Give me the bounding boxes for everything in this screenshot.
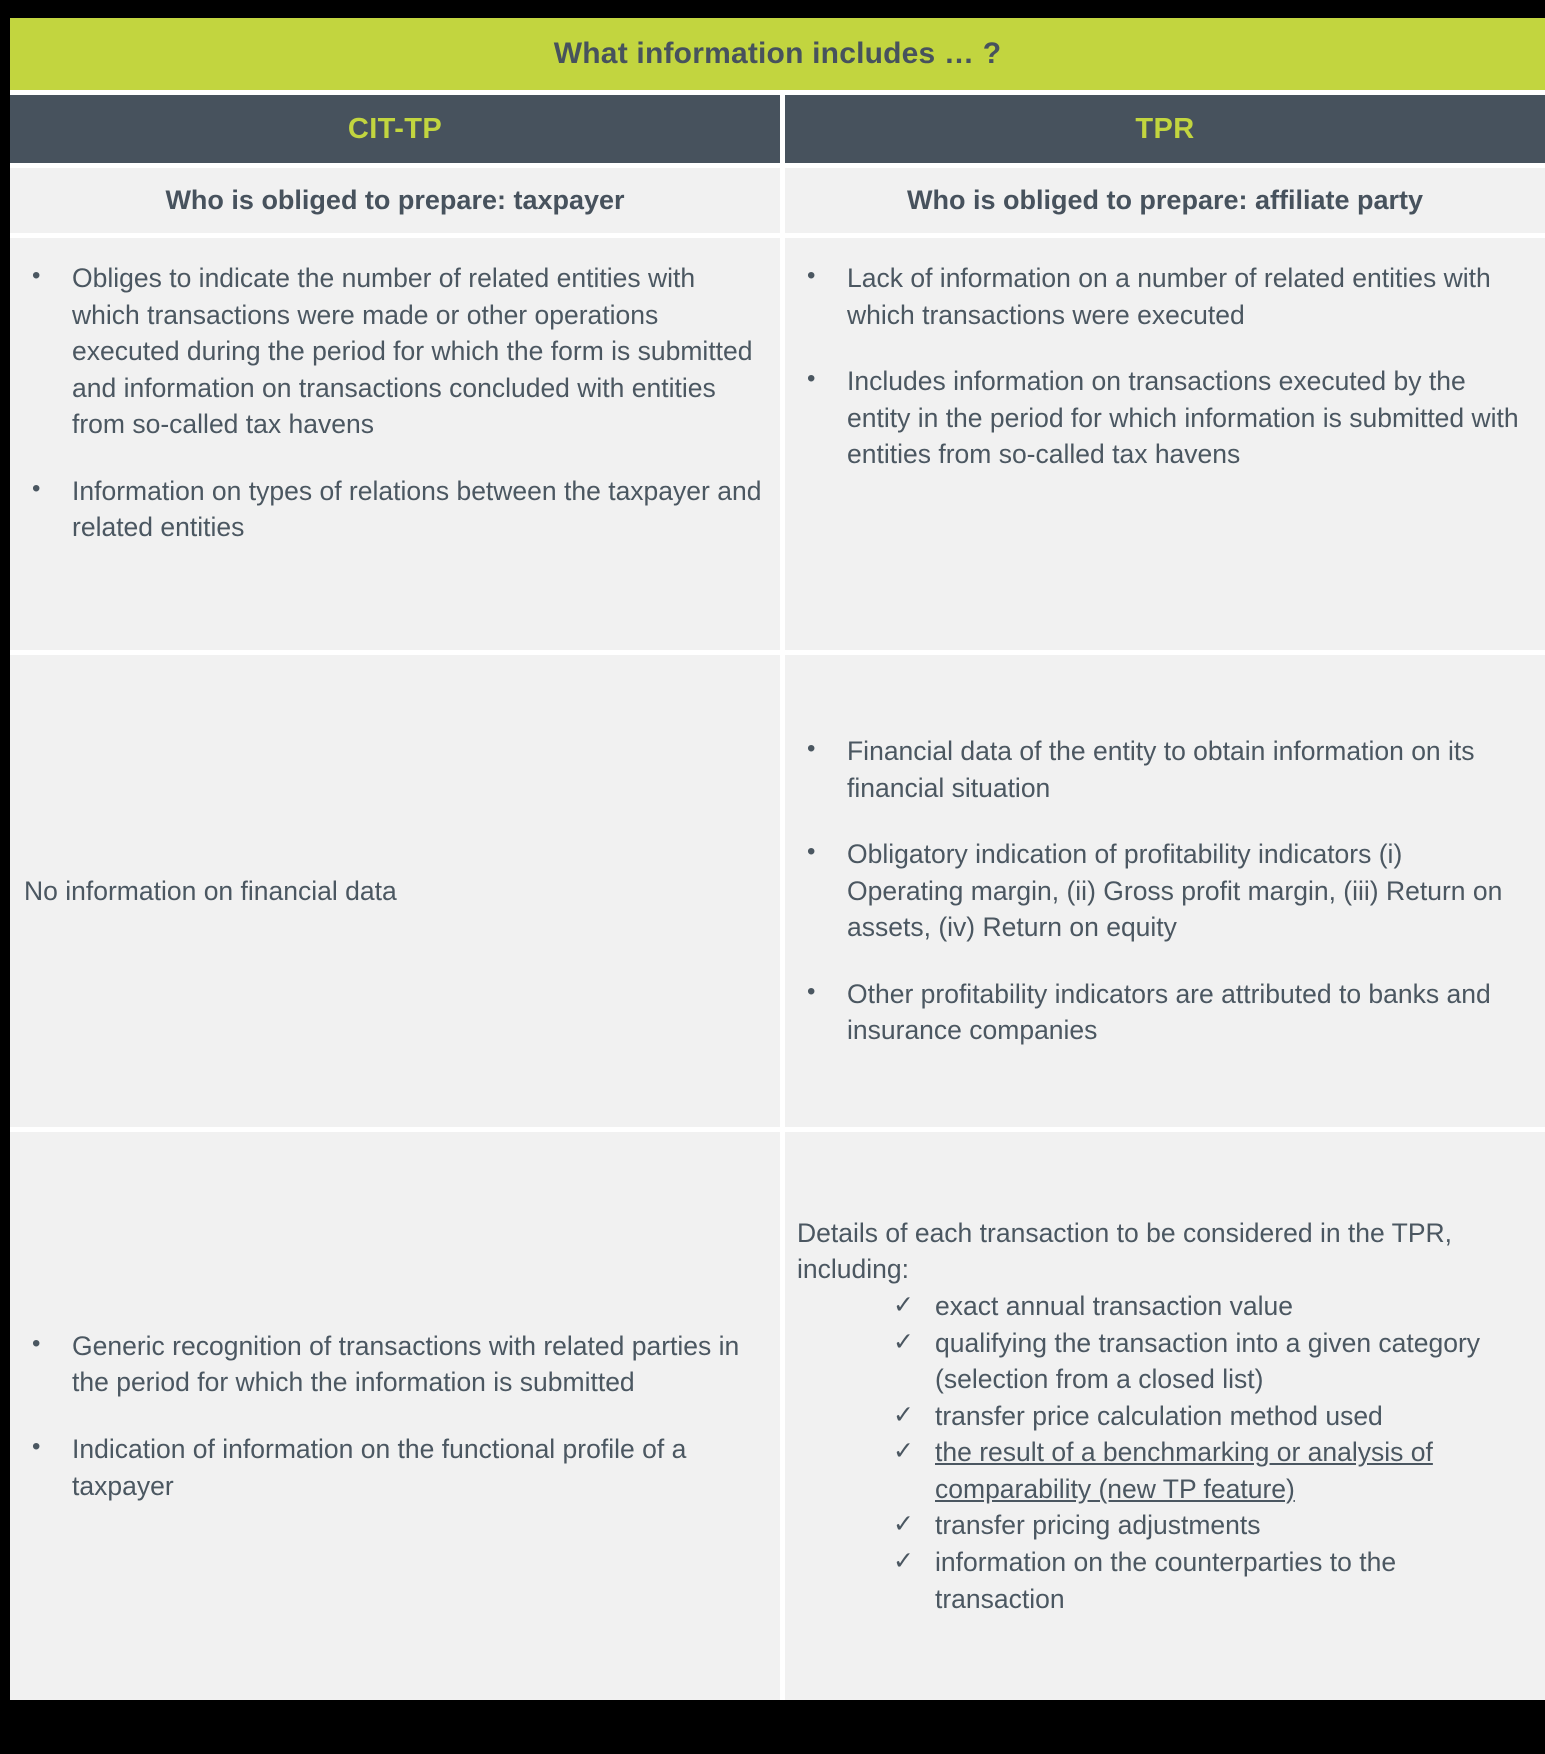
column-header-label: TPR [1135, 112, 1195, 145]
list-item [893, 1544, 1525, 1617]
sub-header-cell-tpr [785, 168, 1545, 233]
list-item [893, 1398, 1525, 1435]
bullet-list [20, 1328, 762, 1504]
list-item-text: Lack of information on a number of related entities with which transactions were executed [847, 263, 1491, 330]
list-item [20, 260, 762, 443]
table-row [10, 655, 1545, 1127]
list-item-text: transfer price calculation method used [935, 1400, 1383, 1431]
list-item [893, 1325, 1525, 1398]
list-item-text: transfer pricing adjustments [935, 1510, 1261, 1541]
column-header-label: CIT-TP [347, 112, 443, 145]
list-item-text: Information on types of relations between the taxpayer and related entities [72, 475, 762, 543]
list-item-text: information on the counterparties to the transaction [935, 1546, 1397, 1614]
cell-cit-tp-row1 [10, 238, 780, 650]
list-item [893, 1288, 1525, 1325]
cell-tpr-row2 [785, 655, 1545, 1127]
bullet-list [795, 733, 1525, 1049]
list-item [20, 1431, 762, 1504]
column-header-row [10, 95, 1545, 163]
bullet-list [795, 260, 1525, 473]
list-item [795, 363, 1525, 473]
list-item [20, 1328, 762, 1401]
list-item [795, 836, 1525, 946]
list-item-text: exact annual transaction value [935, 1291, 1293, 1322]
list-item-text: Includes information on transactions executed by the entity in the period for which information is submitted with entities from so-called tax havens [847, 366, 1519, 470]
list-item [20, 473, 762, 546]
list-item-text: Obligatory indication of profitability indicators (i) Operating margin, (ii) Gross profit margin, (iii) Return on assets, (iv) Return on equity [847, 839, 1503, 943]
column-header-tpr [785, 95, 1545, 163]
list-item [795, 733, 1525, 806]
sub-header-label: Who is obliged to prepare: taxpayer [165, 185, 625, 215]
cell-cit-tp-row3 [10, 1132, 780, 1700]
table-row [10, 1132, 1545, 1700]
table-title-banner [10, 18, 1545, 90]
cell-tpr-row3 [785, 1132, 1545, 1700]
checkmark-list [795, 1288, 1525, 1617]
page-title: What information includes … ? [553, 37, 1002, 70]
sub-header-label: Who is obliged to prepare: affiliate party [906, 185, 1424, 215]
list-item [795, 260, 1525, 333]
list-item-text: Financial data of the entity to obtain information on its financial situation [847, 736, 1475, 803]
bullet-list [20, 260, 762, 546]
list-item-text: Obliges to indicate the number of related entities with which transactions were made or other operations executed during the period for which the form is submitted and information on transactions concluded with entities from so-called tax havens [72, 263, 753, 440]
list-item-text: Indication of information on the functional profile of a taxpayer [72, 1434, 687, 1501]
list-item [795, 976, 1525, 1049]
list-item [893, 1507, 1525, 1544]
sub-header-row [10, 168, 1545, 233]
list-item-text: the result of a benchmarking or analysis of comparability (new TP feature) [935, 1437, 1433, 1504]
cell-tpr-row1 [785, 238, 1545, 650]
cell-cit-tp-row2 [10, 655, 780, 1127]
list-item-highlighted [893, 1434, 1525, 1507]
list-item-text: Generic recognition of transactions with related parties in the period for which the information is submitted [72, 1330, 740, 1398]
comparison-table [10, 18, 1545, 1700]
list-item-text: qualifying the transaction into a given category (selection from a closed list) [935, 1327, 1481, 1395]
cell-lead-text: Details of each transaction to be considered in the TPR, including: [797, 1217, 1453, 1285]
cell-text: No information on financial data [24, 875, 397, 906]
sub-header-cell-cit-tp [10, 168, 780, 233]
column-header-cit-tp [10, 95, 780, 163]
table-row [10, 238, 1545, 650]
list-item-text: Other profitability indicators are attributed to banks and insurance companies [847, 978, 1491, 1046]
